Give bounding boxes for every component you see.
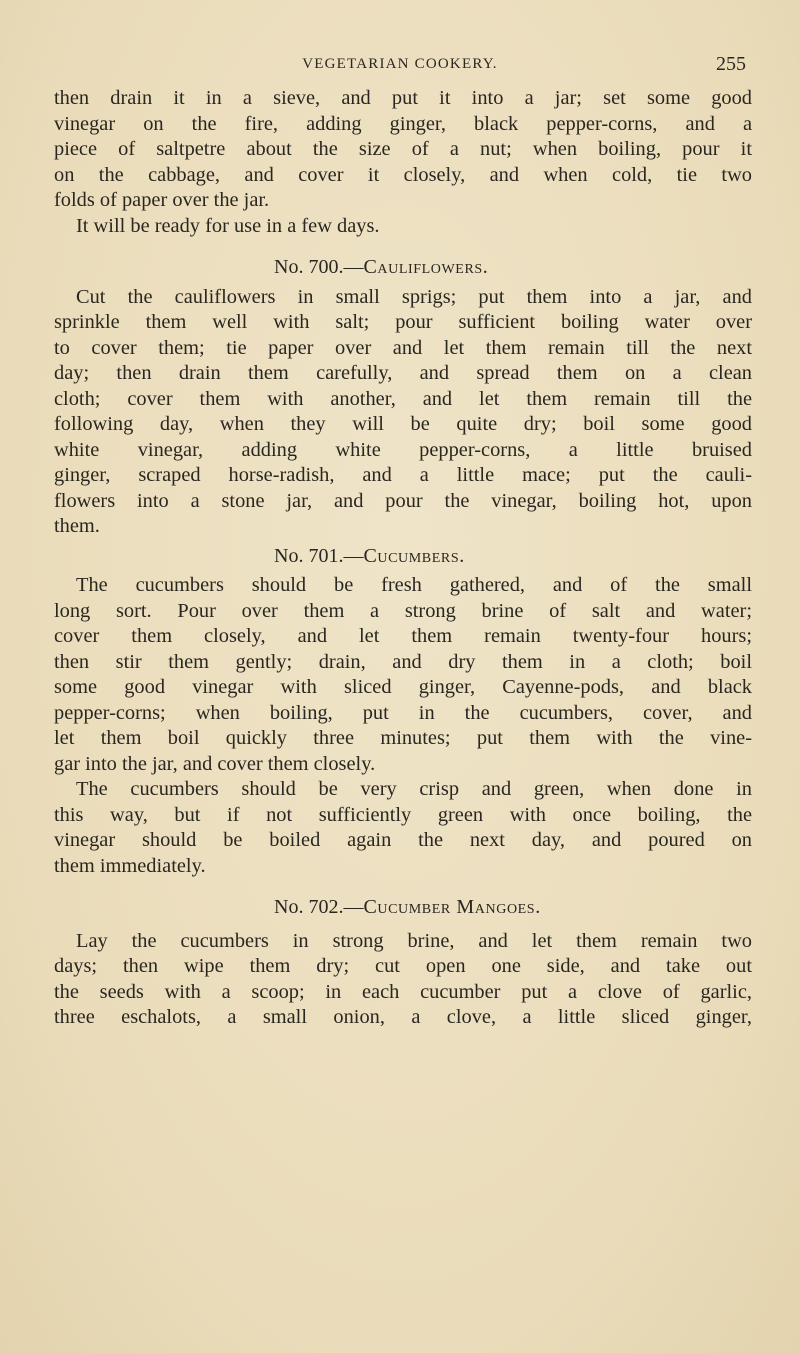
running-head xyxy=(0,52,800,76)
text-line: vinegar should be boiled again the next day, and poured on xyxy=(54,829,752,851)
recipe-heading: No. 702.—Cucumber Mangoes. xyxy=(274,896,541,918)
text-line: on the cabbage, and cover it closely, and when cold, tie two xyxy=(54,163,752,186)
recipe-paragraph xyxy=(54,573,752,777)
text-line: this way, but if not sufficiently green with once boiling, the xyxy=(54,803,752,826)
text-line: sprinkle them well with salt; pour sufficient boiling water over xyxy=(54,311,752,333)
recipe-number: No. 702. xyxy=(274,896,344,918)
text-line: cloth; cover them with another, and let them remain till the xyxy=(54,387,752,410)
page-body xyxy=(54,86,752,1031)
text-line: then stir them gently; drain, and dry them in a cloth; boil xyxy=(54,650,752,673)
text-line: white vinegar, adding white pepper-corns, a little bruised xyxy=(54,438,752,461)
text-line: the seeds with a scoop; in each cucumber put a clove of garlic, xyxy=(54,980,752,1003)
text-line: cover them closely, and let them remain twenty-four hours; xyxy=(54,625,752,647)
recipe-heading: No. 700.—Cauliflowers. xyxy=(274,256,489,278)
text-line: gar into the jar, and cover them closely. xyxy=(54,752,376,775)
recipe-702 xyxy=(54,895,752,1031)
recipe-title: Cucumber Mangoes. xyxy=(363,896,541,918)
text-line: days; then wipe them dry; cut open one side, and take out xyxy=(54,955,752,977)
recipe-number: No. 701. xyxy=(274,544,344,567)
intro-note: It will be ready for use in a few days. xyxy=(76,214,380,237)
recipe-title: Cauliflowers. xyxy=(363,256,489,278)
text-line: folds of paper over the jar. xyxy=(54,189,270,211)
text-line: them. xyxy=(54,515,100,537)
text-line: to cover them; tie paper over and let them remain till the next xyxy=(54,336,752,359)
running-title: VEGETARIAN COOKERY. xyxy=(302,56,498,72)
recipe-number: No. 700. xyxy=(274,256,344,278)
text-line: long sort. Pour over them a strong brine of salt and water; xyxy=(54,599,752,622)
text-line: let them boil quickly three minutes; put them with the vine- xyxy=(54,727,752,749)
text-line: then drain it in a sieve, and put it into a jar; set some good xyxy=(54,87,752,109)
text-line: them immediately. xyxy=(54,854,206,877)
text-line: vinegar on the fire, adding ginger, black pepper-corns, and a xyxy=(54,112,752,135)
text-line: pepper-corns; when boiling, put in the cucumbers, cover, and xyxy=(54,701,752,724)
recipe-heading: No. 701.—Cucumbers. xyxy=(274,544,465,567)
text-line: some good vinegar with sliced ginger, Cayenne-pods, and black xyxy=(54,676,752,698)
text-line: The cucumbers should be very crisp and green, when done in xyxy=(76,778,752,800)
text-line: Lay the cucumbers in strong brine, and let them remain two xyxy=(76,929,752,952)
text-line: flowers into a stone jar, and pour the vinegar, boiling hot, upon xyxy=(54,489,752,512)
text-line: ginger, scraped horse-radish, and a little mace; put the cauli- xyxy=(54,464,752,486)
recipe-title: Cucumbers. xyxy=(363,544,465,567)
text-line: piece of saltpetre about the size of a nut; when boiling, pour it xyxy=(54,138,752,160)
recipe-701 xyxy=(54,544,752,880)
text-line: The cucumbers should be fresh gathered, and of the small xyxy=(76,574,752,596)
text-line: following day, when they will be quite dry; boil some good xyxy=(54,413,752,435)
recipe-paragraph xyxy=(54,929,752,1031)
text-line: three eschalots, a small onion, a clove, a little sliced ginger, xyxy=(54,1006,752,1028)
recipe-paragraph xyxy=(54,777,752,879)
intro-paragraph xyxy=(54,86,752,214)
page-number: 255 xyxy=(716,53,746,75)
recipe-paragraph xyxy=(54,285,752,540)
text-line: day; then drain them carefully, and spread them on a clean xyxy=(54,362,752,384)
text-line: Cut the cauliflowers in small sprigs; put them into a jar, and xyxy=(76,285,752,308)
recipe-700 xyxy=(54,255,752,540)
